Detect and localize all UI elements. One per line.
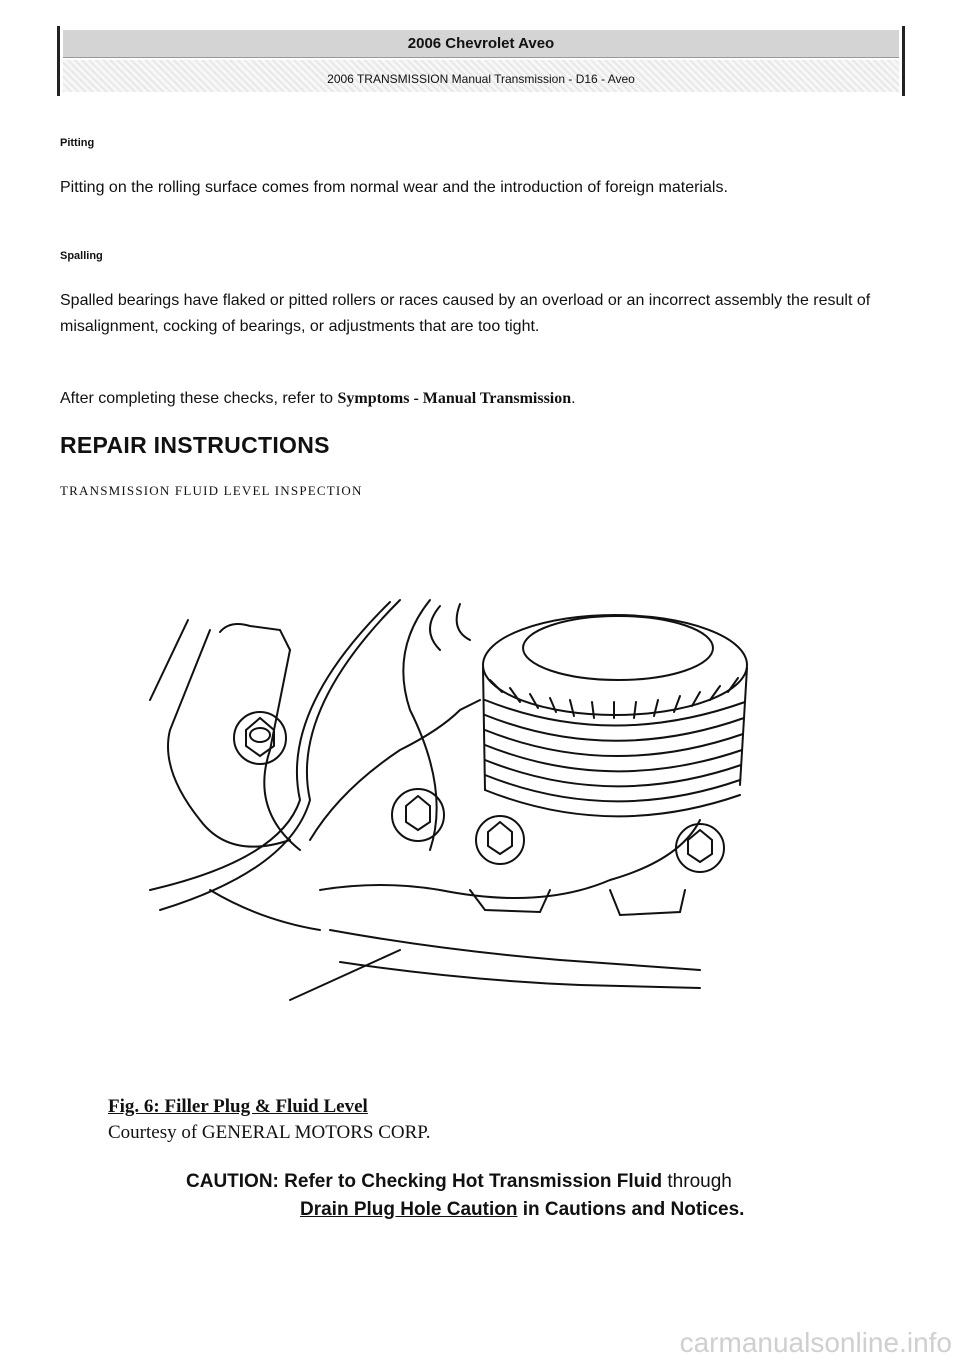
caution-text: Refer to Checking Hot Transmission Fluid bbox=[284, 1171, 663, 1192]
boss-edge bbox=[320, 820, 700, 898]
left-bolt bbox=[234, 712, 286, 764]
mount-tab bbox=[470, 890, 550, 912]
caution-note bbox=[186, 1168, 866, 1224]
caution-through: through bbox=[667, 1171, 732, 1192]
caution-line-2 bbox=[186, 1196, 866, 1224]
casing-line bbox=[150, 620, 188, 700]
header-right-rule bbox=[902, 26, 905, 96]
after-checks-paragraph bbox=[60, 386, 900, 412]
after-prefix: After completing these checks, refer to bbox=[60, 390, 334, 407]
drain-plug-caution-link[interactable]: Drain Plug Hole Caution bbox=[300, 1199, 518, 1220]
right-bolt-1 bbox=[476, 816, 524, 864]
spalling-label: Spalling bbox=[60, 250, 103, 262]
caution-tail: in Cautions and Notices. bbox=[522, 1199, 745, 1220]
document-header bbox=[57, 26, 905, 96]
right-bolt-2 bbox=[676, 824, 724, 872]
header-title: 2006 Chevrolet Aveo bbox=[63, 30, 899, 58]
pitting-paragraph: Pitting on the rolling surface comes from normal wear and the introduction of foreign materials. bbox=[60, 179, 728, 196]
mount-tab bbox=[610, 890, 685, 915]
header-subtitle: 2006 TRANSMISSION Manual Transmission - D16 - Aveo bbox=[63, 60, 899, 92]
repair-heading: REPAIR INSTRUCTIONS bbox=[60, 432, 330, 458]
fluid-inspection-subheading: TRANSMISSION FLUID LEVEL INSPECTION bbox=[60, 483, 363, 498]
symptoms-link[interactable]: Symptoms - Manual Transmission bbox=[337, 390, 572, 407]
pan-line bbox=[330, 930, 700, 970]
pitting-label: Pitting bbox=[60, 137, 95, 149]
figure-caption-courtesy: Courtesy of GENERAL MOTORS CORP. bbox=[108, 1122, 431, 1143]
footer-watermark: carmanualsonline.info bbox=[679, 1327, 952, 1358]
housing-curve bbox=[430, 606, 440, 650]
after-suffix: . bbox=[571, 390, 576, 407]
filler-plug bbox=[483, 615, 747, 816]
filler-plug-illustration bbox=[140, 590, 760, 1020]
housing-curve bbox=[457, 604, 470, 640]
figure-caption-title[interactable]: Fig. 6: Filler Plug & Fluid Level bbox=[108, 1096, 368, 1117]
figure-caption bbox=[108, 1094, 431, 1146]
pan-line bbox=[210, 890, 320, 930]
pan-line bbox=[290, 950, 400, 1000]
header-left-rule bbox=[57, 26, 60, 96]
spalling-paragraph: Spalled bearings have flaked or pitted rollers or races caused by an overload or an incorrect assembly the result of misalignment, cocking of bearings, or adjustments that are too tight. bbox=[60, 292, 871, 335]
caution-label: CAUTION: bbox=[186, 1171, 279, 1192]
boss-edge bbox=[310, 700, 480, 840]
casing-tab bbox=[220, 624, 290, 650]
